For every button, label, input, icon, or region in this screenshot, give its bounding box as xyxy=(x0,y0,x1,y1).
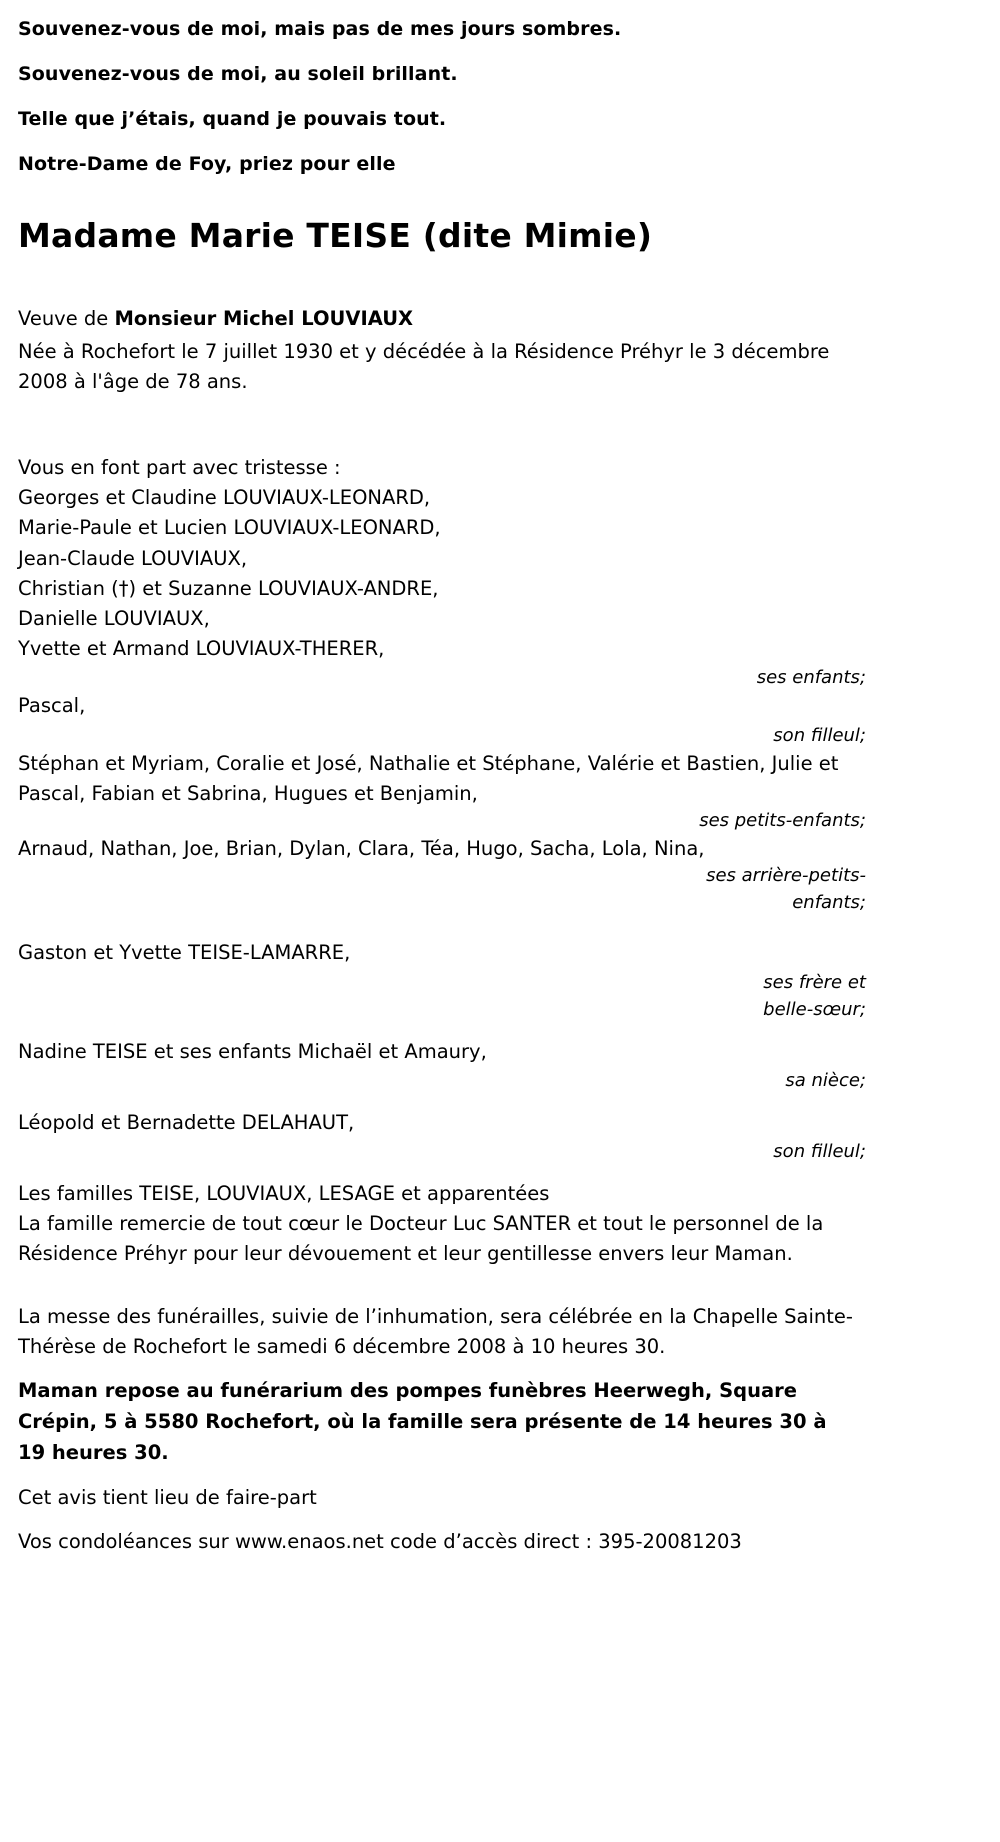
spouse-prefix: Veuve de xyxy=(18,307,115,331)
godson-first-name: Pascal, xyxy=(18,694,86,718)
spacer xyxy=(18,1513,860,1527)
verse-block xyxy=(18,20,860,174)
notice-note: Cet avis tient lieu de faire-part xyxy=(18,1485,317,1509)
great-grandchildren-names: Arnaud, Nathan, Joe, Brian, Dylan, Clara, Téa, Hugo, Sacha, Lola, Nina, xyxy=(18,837,705,861)
role-godson-first: son filleul; xyxy=(773,724,866,746)
spouse-name: Monsieur Michel LOUVIAUX xyxy=(114,307,414,331)
spacer xyxy=(18,916,860,938)
niece-names: Nadine TEISE et ses enfants Michaël et Amaury, xyxy=(18,1039,487,1063)
verse-line-4: Notre-Dame de Foy, priez pour elle xyxy=(18,153,396,175)
role-niece: sa nièce; xyxy=(785,1069,866,1091)
verse-line-2: Souvenez-vous de moi, au soleil brillant. xyxy=(18,63,458,85)
spacer xyxy=(18,1270,860,1302)
role-grandchildren: ses petits-enfants; xyxy=(699,810,866,832)
announcement-intro: Vous en font part avec tristesse : xyxy=(18,455,341,479)
role-sibling-line-1: ses frère et xyxy=(763,971,866,993)
list-item: Yvette et Armand LOUVIAUX-THERER, xyxy=(18,637,385,661)
list-item: Marie-Paule et Lucien LOUVIAUX-LEONARD, xyxy=(18,516,441,540)
thanks-paragraph: La famille remercie de tout cœur le Docteur Luc SANTER et tout le personnel de la Résidence Préhyr pour leur dévouement et leur gentillesse envers leur Maman. xyxy=(18,1212,824,1266)
children-list xyxy=(18,483,860,664)
role-children: ses enfants; xyxy=(756,667,866,689)
spouse-line xyxy=(18,304,860,334)
list-item: Danielle LOUVIAUX, xyxy=(18,607,210,631)
birth-death-details: Née à Rochefort le 7 juillet 1930 et y décédée à la Résidence Préhyr le 3 décembre 2008 à l'âge de 78 ans. xyxy=(18,339,830,393)
role-sibling-line-2: belle-sœur; xyxy=(763,998,866,1020)
verse-line-1: Souvenez-vous de moi, mais pas de mes jours sombres. xyxy=(18,18,622,40)
godson-second-name: Léopold et Bernadette DELAHAUT, xyxy=(18,1110,355,1134)
spacer xyxy=(18,1023,860,1037)
families-line: Les familles TEISE, LOUVIAUX, LESAGE et apparentées xyxy=(18,1182,550,1206)
list-item: Jean-Claude LOUVIAUX, xyxy=(18,546,248,570)
spacer xyxy=(18,1094,860,1108)
condolences-line: Vos condoléances sur www.enaos.net code d’accès direct : 395-20081203 xyxy=(18,1529,742,1553)
spacer xyxy=(18,1469,860,1483)
list-item: Georges et Claudine LOUVIAUX-LEONARD, xyxy=(18,486,431,510)
verse-line-3: Telle que j’étais, quand je pouvais tout. xyxy=(18,108,447,130)
deceased-name: Madame Marie TEISE (dite Mimie) xyxy=(18,216,653,255)
notice-content xyxy=(10,18,866,1557)
list-item: Christian (†) et Suzanne LOUVIAUX-ANDRE, xyxy=(18,576,439,600)
ceremony-paragraph: La messe des funérailles, suivie de l’inhumation, sera célébrée en la Chapelle Sainte-Thérèse de Rochefort le samedi 6 décembre 2008 à 10 heures 30. xyxy=(18,1304,853,1358)
role-great-grandchildren-line-2: enfants; xyxy=(792,892,866,914)
funeral-home-paragraph: Maman repose au funérarium des pompes funèbres Heerwegh, Square Crépin, 5 à 5580 Rochefort, où la famille sera présente de 14 heures 30 à 19 heures 30. xyxy=(18,1379,827,1464)
grandchildren-names: Stéphan et Myriam, Coralie et José, Nathalie et Stéphane, Valérie et Bastien, Julie et Pascal, Fabian et Sabrina, Hugues et Benjamin, xyxy=(18,751,839,805)
spacer xyxy=(18,1165,860,1179)
spacer xyxy=(18,1362,860,1376)
sibling-names: Gaston et Yvette TEISE-LAMARRE, xyxy=(18,941,351,965)
role-godson-second: son filleul; xyxy=(773,1141,866,1163)
role-great-grandchildren-line-1: ses arrière-petits- xyxy=(706,865,866,887)
